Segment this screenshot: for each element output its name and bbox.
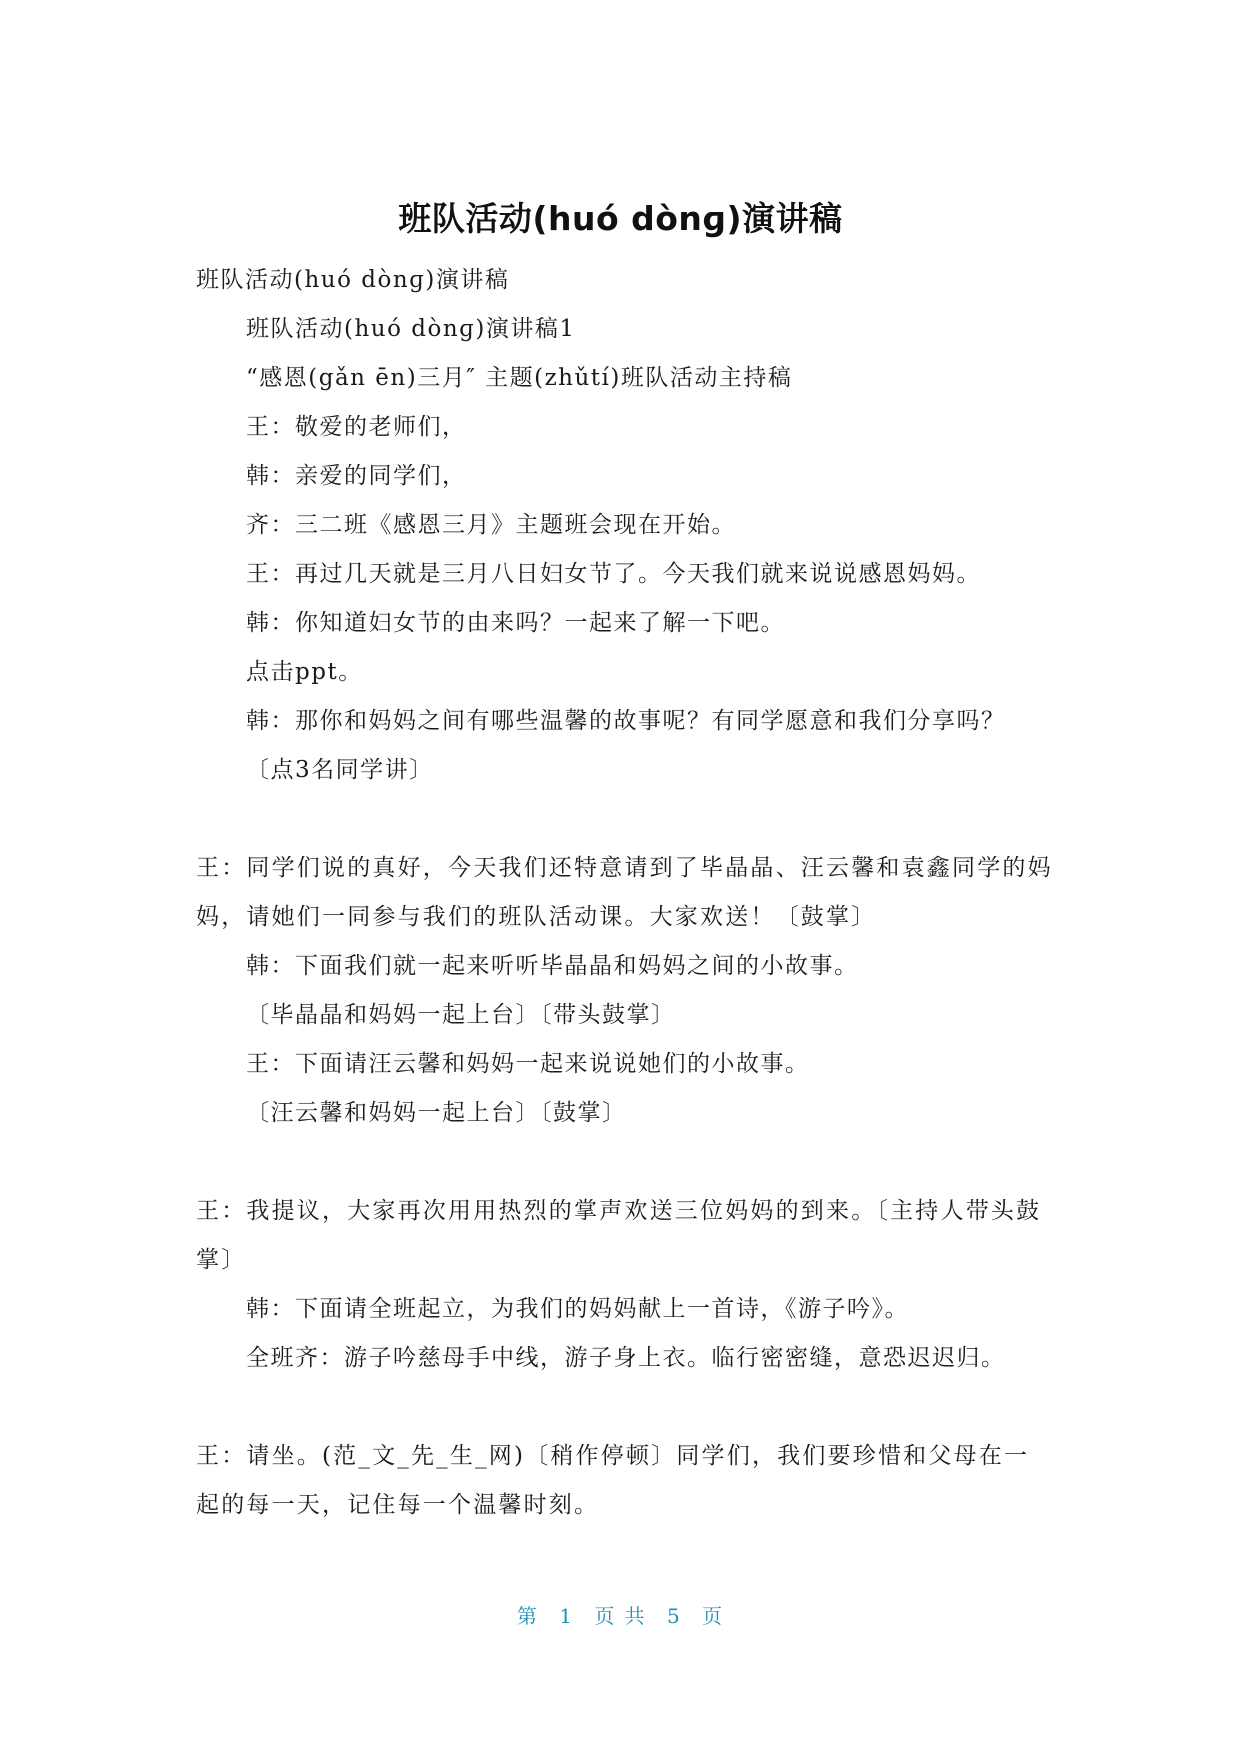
body-line: 韩：你知道妇女节的由来吗？一起来了解一下吧。 bbox=[246, 610, 785, 636]
paragraph-spacer bbox=[196, 1138, 1056, 1187]
body-line: 〔毕晶晶和妈妈一起上台〕〔带头鼓掌〕 bbox=[246, 1002, 676, 1028]
body-line: 齐：三二班《感恩三月》主题班会现在开始。 bbox=[246, 512, 736, 538]
paragraph-spacer bbox=[196, 1383, 1056, 1432]
body-line: 全班齐：游子吟慈母手中线，游子身上衣。临行密密缝，意恐迟迟归。 bbox=[246, 1345, 1006, 1371]
body-paragraph: 王：请坐。(范_文_先_生_网)〔稍作停顿〕同学们，我们要珍惜和父母在一起的每一天，记住每一个温馨时刻。 bbox=[196, 1443, 1030, 1518]
footer-label-ye-gong: 页 共 bbox=[594, 1604, 647, 1628]
total-pages-number: 5 bbox=[667, 1604, 682, 1628]
body-line: 王：再过几天就是三月八日妇女节了。今天我们就来说说感恩妈妈。 bbox=[246, 561, 981, 587]
body-line: 王：敬爱的老师们， bbox=[246, 414, 467, 440]
body-paragraph: 王：同学们说的真好，今天我们还特意请到了毕晶晶、汪云馨和袁鑫同学的妈妈，请她们一同参与我们的班队活动课。大家欢送！〔鼓掌〕 bbox=[196, 855, 1053, 930]
body-line: “感恩(gǎn ēn)三月″ 主题(zhǔtí)班队活动主持稿 bbox=[246, 365, 793, 391]
current-page-number: 1 bbox=[559, 1604, 574, 1628]
body-paragraph: 王：我提议，大家再次用用热烈的掌声欢送三位妈妈的到来。〔主持人带头鼓掌〕 bbox=[196, 1198, 1042, 1273]
body-line: 韩：下面我们就一起来听听毕晶晶和妈妈之间的小故事。 bbox=[246, 953, 859, 979]
body-line: 班队活动(huó dònɡ)演讲稿1 bbox=[246, 316, 576, 342]
body-line: 点击ppt。 bbox=[246, 659, 363, 685]
footer-label-di: 第 bbox=[516, 1604, 539, 1628]
body-line: 韩：那你和妈妈之间有哪些温馨的故事呢？有同学愿意和我们分享吗？ bbox=[246, 708, 1006, 734]
paragraph-spacer bbox=[196, 795, 1056, 844]
page-footer bbox=[0, 1602, 1241, 1630]
body-line: 韩：下面请全班起立，为我们的妈妈献上一首诗，《游子吟》。 bbox=[246, 1296, 909, 1322]
body-line: 韩：亲爱的同学们， bbox=[246, 463, 467, 489]
footer-label-ye: 页 bbox=[702, 1604, 725, 1628]
document-title: 班队活动(huó dònɡ)演讲稿 bbox=[398, 199, 843, 238]
body-line: 〔点3名同学讲〕 bbox=[246, 757, 434, 783]
body-line: 王：下面请汪云馨和妈妈一起来说说她们的小故事。 bbox=[246, 1051, 810, 1077]
body-line: 班队活动(huó dònɡ)演讲稿 bbox=[196, 267, 510, 293]
document-body bbox=[196, 256, 1056, 1530]
body-line: 〔汪云馨和妈妈一起上台〕〔鼓掌〕 bbox=[246, 1100, 627, 1126]
